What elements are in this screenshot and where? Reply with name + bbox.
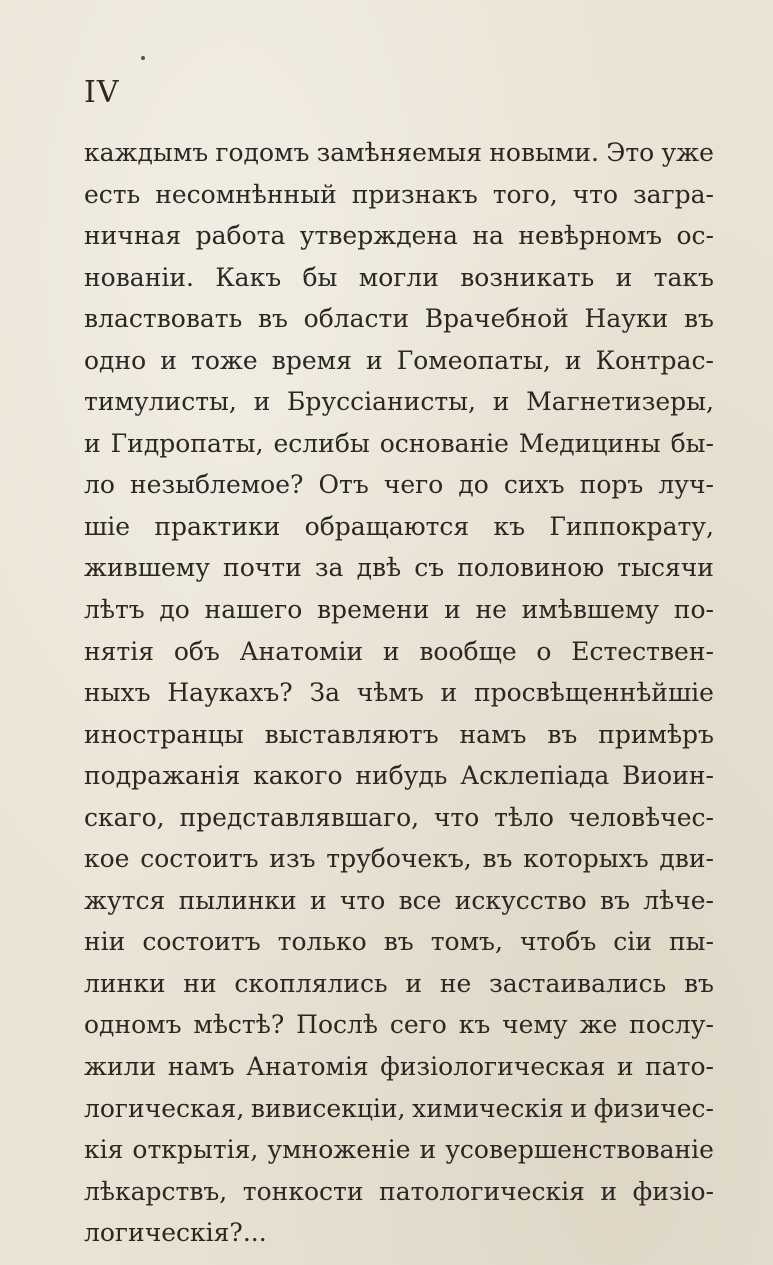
- word: одномъ: [84, 1010, 182, 1040]
- word: состоитъ: [140, 844, 259, 874]
- word: ни: [183, 968, 217, 998]
- word: которыхъ: [523, 844, 649, 874]
- word: послу-: [629, 1010, 714, 1040]
- word: открытія,: [132, 1135, 259, 1165]
- word: и: [365, 345, 383, 375]
- word: бы: [302, 262, 338, 292]
- text-line: [84, 797, 714, 839]
- word: Контрас-: [595, 345, 714, 375]
- word: томъ,: [430, 927, 503, 957]
- word: и: [253, 387, 271, 417]
- word: чтобъ: [519, 927, 597, 957]
- word: трубочекъ,: [326, 844, 472, 874]
- word: замѣняемыя: [316, 138, 482, 167]
- word: признакъ: [351, 179, 478, 209]
- text-line: [84, 1129, 714, 1171]
- word: и: [160, 345, 177, 375]
- word: логическія?...: [84, 1218, 267, 1248]
- word: и: [440, 678, 458, 708]
- word: обращаются: [304, 511, 470, 541]
- word: возникать: [460, 262, 595, 292]
- word: физичес-: [593, 1093, 714, 1123]
- word: на: [472, 221, 504, 251]
- word: химическія: [412, 1093, 564, 1123]
- word: вивисекціи,: [250, 1093, 406, 1123]
- word: до: [458, 470, 489, 500]
- word: физіологическая: [380, 1052, 606, 1082]
- word: линки: [84, 968, 166, 998]
- word: и: [405, 968, 423, 998]
- word: скаго,: [84, 802, 165, 832]
- word: за: [314, 553, 344, 583]
- word: лѣче-: [643, 885, 714, 915]
- word: могли: [358, 262, 439, 292]
- word: Бруссіанисты,: [287, 387, 477, 417]
- word: въ: [683, 968, 714, 998]
- word: чѣмъ: [356, 678, 424, 708]
- word: Какъ: [215, 262, 282, 292]
- word: по-: [673, 595, 714, 625]
- word: почти: [223, 553, 302, 583]
- word: Послѣ: [296, 1010, 378, 1040]
- word: къ: [493, 511, 526, 541]
- word: ло: [84, 470, 115, 500]
- word: незыблемое?: [130, 470, 304, 500]
- word: жили: [84, 1052, 157, 1082]
- word: половиною: [457, 553, 605, 583]
- word: лѣтъ: [84, 595, 145, 625]
- word: физіо-: [632, 1176, 714, 1206]
- word: и: [564, 345, 582, 375]
- word: что: [572, 179, 619, 209]
- word: представлявшаго,: [179, 802, 420, 832]
- text-line: [84, 672, 714, 714]
- word: несомнѣнный: [155, 179, 337, 209]
- word: и: [616, 1052, 634, 1082]
- word: Асклепіада: [460, 761, 610, 791]
- word: времени: [316, 595, 430, 625]
- word: шіе: [84, 511, 131, 541]
- word: работа: [195, 221, 286, 251]
- text-line: [84, 755, 714, 797]
- word: Отъ: [318, 470, 369, 500]
- text-line: [84, 132, 714, 174]
- word: двѣ: [356, 553, 402, 583]
- word: и: [419, 1135, 437, 1165]
- text-line: [84, 464, 714, 506]
- word: ничная: [84, 221, 182, 251]
- word: же: [579, 1010, 618, 1040]
- word: тоже: [191, 345, 258, 375]
- word: кое: [84, 844, 130, 874]
- word: въ: [547, 719, 578, 749]
- text-line: [84, 963, 714, 1005]
- ink-speck: [141, 56, 145, 60]
- word: Медицины: [518, 428, 661, 458]
- word: изъ: [269, 844, 316, 874]
- word: невѣрномъ: [518, 221, 663, 251]
- word: сіи: [613, 927, 652, 957]
- word: жившему: [84, 553, 210, 583]
- word: состоитъ: [142, 927, 261, 957]
- word: не: [475, 595, 507, 625]
- word: въ: [257, 304, 288, 334]
- word: Гомеопаты,: [396, 345, 551, 375]
- word: и: [570, 1093, 588, 1123]
- body-text: [84, 132, 714, 1254]
- word: и: [309, 885, 327, 915]
- word: усовершенствованіе: [445, 1135, 714, 1165]
- word: и: [600, 1176, 618, 1206]
- word: примѣръ: [598, 719, 714, 749]
- word: поръ: [579, 470, 644, 500]
- word: и: [444, 595, 461, 625]
- word: кія: [84, 1135, 124, 1165]
- word: За: [309, 678, 340, 708]
- word: какого: [253, 761, 343, 791]
- word: лѣкарствъ,: [84, 1176, 228, 1206]
- word: искусство: [454, 885, 587, 915]
- word: вообще: [419, 636, 517, 666]
- word: съ: [414, 553, 445, 583]
- word: человѣчес-: [568, 802, 714, 832]
- text-line: [84, 631, 714, 673]
- text-line: [84, 714, 714, 756]
- word: бы-: [670, 428, 714, 458]
- word: и: [382, 636, 400, 666]
- word: тѣло: [494, 802, 554, 832]
- word: и: [84, 428, 101, 458]
- word: логическая,: [84, 1093, 245, 1123]
- word: есть: [84, 179, 141, 209]
- word: властвовать: [84, 304, 243, 334]
- text-line: [84, 423, 714, 465]
- word: еслибы: [273, 428, 370, 458]
- word: просвѣщеннѣйшіе: [473, 678, 714, 708]
- word: основаніе: [379, 428, 509, 458]
- word: сихъ: [503, 470, 565, 500]
- word: патологическія: [379, 1176, 585, 1206]
- word: чему: [502, 1010, 568, 1040]
- word: все: [398, 885, 442, 915]
- word: въ: [600, 885, 630, 915]
- word: пато-: [645, 1052, 714, 1082]
- word: Это: [606, 138, 655, 167]
- word: выставляютъ: [264, 719, 439, 749]
- text-line: [84, 381, 714, 423]
- text-line: [84, 298, 714, 340]
- word: нятія: [84, 636, 155, 666]
- word: нашего: [204, 595, 303, 625]
- word: пылинки: [178, 885, 297, 915]
- word: чего: [383, 470, 444, 500]
- word: и: [615, 262, 633, 292]
- text-line: [84, 547, 714, 589]
- word: имѣвшему: [521, 595, 660, 625]
- word: нованіи.: [84, 262, 194, 292]
- text-line: [84, 880, 714, 922]
- page-number: IV: [84, 75, 120, 110]
- word: и: [492, 387, 510, 417]
- word: практики: [154, 511, 281, 541]
- word: тысячи: [617, 553, 714, 583]
- word: жутся: [84, 885, 166, 915]
- word: новыми.: [489, 138, 599, 167]
- word: къ: [458, 1010, 491, 1040]
- word: ніи: [84, 927, 126, 957]
- word: о: [536, 636, 552, 666]
- word: умноженіе: [267, 1135, 411, 1165]
- text-line: [84, 1046, 714, 1088]
- word: Виоин-: [622, 761, 714, 791]
- word: загра-: [633, 179, 714, 209]
- text-line: [84, 589, 714, 631]
- word: ос-: [676, 221, 714, 251]
- word: застаивались: [489, 968, 667, 998]
- word: намъ: [459, 719, 527, 749]
- word: не: [439, 968, 472, 998]
- text-line: [84, 921, 714, 963]
- word: области: [303, 304, 410, 334]
- word: Наукахъ?: [167, 678, 293, 708]
- word: годомъ: [215, 138, 310, 167]
- text-line: [84, 1004, 714, 1046]
- word: Анатомія: [246, 1052, 369, 1082]
- word: Врачебной: [424, 304, 569, 334]
- text-line: [84, 1212, 714, 1254]
- word: каждымъ: [84, 138, 209, 167]
- word: Естествен-: [571, 636, 714, 666]
- word: тонкости: [242, 1176, 364, 1206]
- word: одно: [84, 345, 147, 375]
- word: подражанія: [84, 761, 241, 791]
- word: въ: [482, 844, 513, 874]
- word: въ: [383, 927, 414, 957]
- word: дви-: [659, 844, 714, 874]
- text-line: [84, 174, 714, 216]
- word: до: [159, 595, 190, 625]
- word: тимулисты,: [84, 387, 237, 417]
- word: Магнетизеры,: [526, 387, 714, 417]
- word: луч-: [658, 470, 714, 500]
- text-line: [84, 1171, 714, 1213]
- word: уже: [661, 138, 714, 167]
- word: сего: [389, 1010, 447, 1040]
- word: Анатоміи: [239, 636, 364, 666]
- word: что: [433, 802, 480, 832]
- text-line: [84, 838, 714, 880]
- word: нибудь: [355, 761, 448, 791]
- word: Гиппократу,: [549, 511, 714, 541]
- word: только: [277, 927, 367, 957]
- word: ныхъ: [84, 678, 151, 708]
- word: намъ: [167, 1052, 235, 1082]
- word: мѣстѣ?: [193, 1010, 285, 1040]
- word: Науки: [584, 304, 669, 334]
- word: въ: [683, 304, 714, 334]
- word: иностранцы: [84, 719, 244, 749]
- text-line: [84, 1088, 714, 1130]
- word: такъ: [653, 262, 714, 292]
- word: пы-: [668, 927, 714, 957]
- word: Гидропаты,: [110, 428, 264, 458]
- text-line: [84, 340, 714, 382]
- word: что: [339, 885, 386, 915]
- text-line: [84, 257, 714, 299]
- word: объ: [173, 636, 220, 666]
- text-line: [84, 215, 714, 257]
- word: время: [271, 345, 352, 375]
- word: того,: [492, 179, 558, 209]
- word: утверждена: [299, 221, 458, 251]
- text-line: [84, 506, 714, 548]
- word: скоплялись: [234, 968, 388, 998]
